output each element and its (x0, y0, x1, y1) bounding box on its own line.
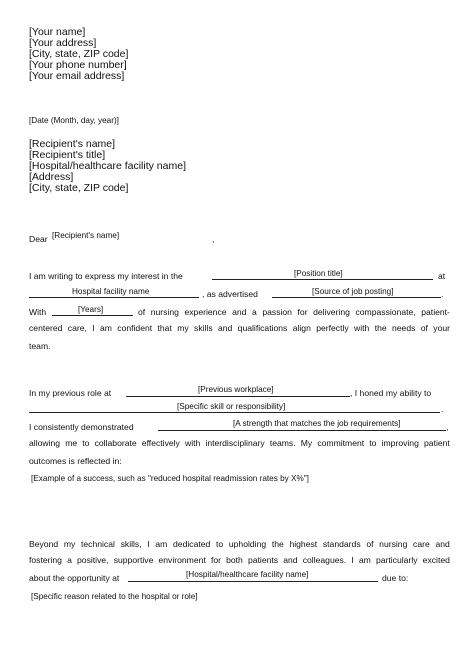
sender-city-state-zip: [City, state, ZIP code] (29, 48, 129, 60)
years-placeholder: [Years] (78, 305, 104, 314)
p1-line1-end: at (438, 271, 446, 281)
word: teams. (269, 438, 296, 448)
p1-line2-end: . (441, 289, 444, 299)
position-title-placeholder: [Position title] (294, 269, 343, 278)
word: collaborate (94, 438, 137, 448)
previous-workplace-placeholder: [Previous workplace] (198, 385, 274, 394)
word: to (82, 438, 90, 448)
word: effectively (141, 438, 180, 448)
hospital-facility-placeholder: [Hospital/healthcare facility name] (186, 570, 309, 579)
p2-line1-start: In my previous role at (29, 388, 112, 398)
word: am (99, 323, 112, 333)
recipient-address: [Address] (29, 171, 74, 183)
word: commitment (317, 438, 365, 448)
position-title-line (212, 279, 433, 280)
word: fostering (29, 555, 62, 565)
word: for (297, 307, 308, 317)
p2-line3-end: , (446, 422, 449, 432)
hospital-facility-line (128, 581, 378, 582)
word: Beyond (29, 539, 59, 549)
success-example-placeholder: [Example of a success, such as "reduced hospital readmission rates by X%"] (31, 474, 309, 483)
recipient-title: [Recipient's title] (29, 149, 106, 161)
p1-line5: team. (29, 341, 51, 351)
recipient-city-state-zip: [City, state, ZIP code] (29, 182, 129, 194)
p1-line3-start: With (29, 307, 47, 317)
specific-reason-placeholder: [Specific reason related to the hospital or role] (31, 592, 198, 601)
word: technical (81, 539, 115, 549)
word: allowing (29, 438, 61, 448)
word: your (433, 323, 450, 333)
word: centered (29, 323, 63, 333)
strength-line (158, 430, 446, 431)
p1-line1-start: I am writing to express my interest in the (29, 271, 183, 281)
word: am (358, 555, 371, 565)
word: qualifications (237, 323, 288, 333)
word: supportive (113, 555, 154, 565)
p2-line4 (29, 438, 450, 448)
specific-skill-placeholder: [Specific skill or responsibility] (177, 402, 286, 411)
p3-line1 (29, 539, 450, 549)
word: and (232, 307, 247, 317)
word: perfectly (316, 323, 349, 333)
word: delivering (313, 307, 350, 317)
salutation-comma: , (212, 234, 215, 244)
p1-line2-middle: , as advertised (202, 289, 258, 299)
word: patients (247, 555, 279, 565)
word: colleagues. (302, 555, 347, 565)
word: passion (262, 307, 292, 317)
salutation-recipient-name: [Recipient's name] (52, 231, 120, 240)
word: the (271, 539, 284, 549)
word: nursing (379, 539, 408, 549)
p2-line3-start: I consistently demonstrated (29, 422, 134, 432)
previous-workplace-line (126, 396, 350, 397)
word: I (351, 555, 354, 565)
job-source-line (272, 297, 441, 298)
word: positive, (77, 555, 109, 565)
word: am (155, 539, 168, 549)
word: highest (289, 539, 318, 549)
p2-line1-end: , I honed my ability to (350, 388, 432, 398)
recipient-name: [Recipient's name] (29, 138, 116, 150)
word: to (216, 539, 224, 549)
years-line (52, 315, 133, 316)
word: confident (117, 323, 153, 333)
word: my (63, 539, 76, 549)
salutation-dear: Dear (29, 234, 48, 244)
job-source-placeholder: [Source of job posting] (312, 287, 394, 296)
recipient-facility: [Hospital/healthcare facility name] (29, 160, 186, 172)
word: care (413, 539, 430, 549)
word: skills (194, 323, 213, 333)
word: with (185, 438, 201, 448)
word: and (217, 323, 233, 333)
word: particularly (375, 555, 418, 565)
word: and (435, 539, 450, 549)
word: patient (424, 438, 450, 448)
word: experience (184, 307, 227, 317)
word: improving (381, 438, 419, 448)
word: my (177, 323, 189, 333)
word: the (374, 323, 387, 333)
facility-name-placeholder: Hospital facility name (72, 287, 150, 296)
word: excited (422, 555, 450, 565)
word: My (300, 438, 313, 448)
word: interdisciplinary (205, 438, 265, 448)
word: with (354, 323, 370, 333)
word: a (252, 307, 257, 317)
word: I (92, 323, 95, 333)
word: care, (67, 323, 87, 333)
word: standards (322, 539, 361, 549)
word: for (210, 555, 221, 565)
word: a (67, 555, 72, 565)
word: upholding (228, 539, 267, 549)
word: to (369, 438, 377, 448)
p3-line3-end: due to: (382, 573, 409, 583)
word: environment (158, 555, 206, 565)
p3-line3-start: about the opportunity at (29, 573, 120, 583)
word: dedicated (173, 539, 211, 549)
word: patient- (421, 307, 450, 317)
sender-address: [Your address] (29, 37, 97, 49)
sender-email: [Your email address] (29, 70, 125, 82)
word: of (420, 323, 428, 333)
word: align (292, 323, 311, 333)
word: of (138, 307, 146, 317)
p2-line5: outcomes is reflected in: (29, 456, 122, 466)
letter-date: [Date (Month, day, year)] (29, 116, 119, 125)
word: compassionate, (355, 307, 416, 317)
word: skills, (120, 539, 142, 549)
word: that (157, 323, 172, 333)
word: and (283, 555, 298, 565)
facility-name-line (29, 297, 199, 298)
word: both (226, 555, 243, 565)
strength-placeholder: [A strength that matches the job requirements] (233, 419, 401, 428)
word: I (147, 539, 150, 549)
sender-name: [Your name] (29, 26, 86, 38)
word: of (366, 539, 374, 549)
p1-line4 (29, 323, 450, 333)
word: needs (391, 323, 416, 333)
p1-line3-rest (138, 307, 450, 317)
p2-line2-end: . (441, 404, 444, 414)
sender-phone: [Your phone number] (29, 59, 127, 71)
word: nursing (150, 307, 179, 317)
specific-skill-line (29, 412, 440, 413)
word: me (65, 438, 78, 448)
p3-line2 (29, 555, 450, 565)
